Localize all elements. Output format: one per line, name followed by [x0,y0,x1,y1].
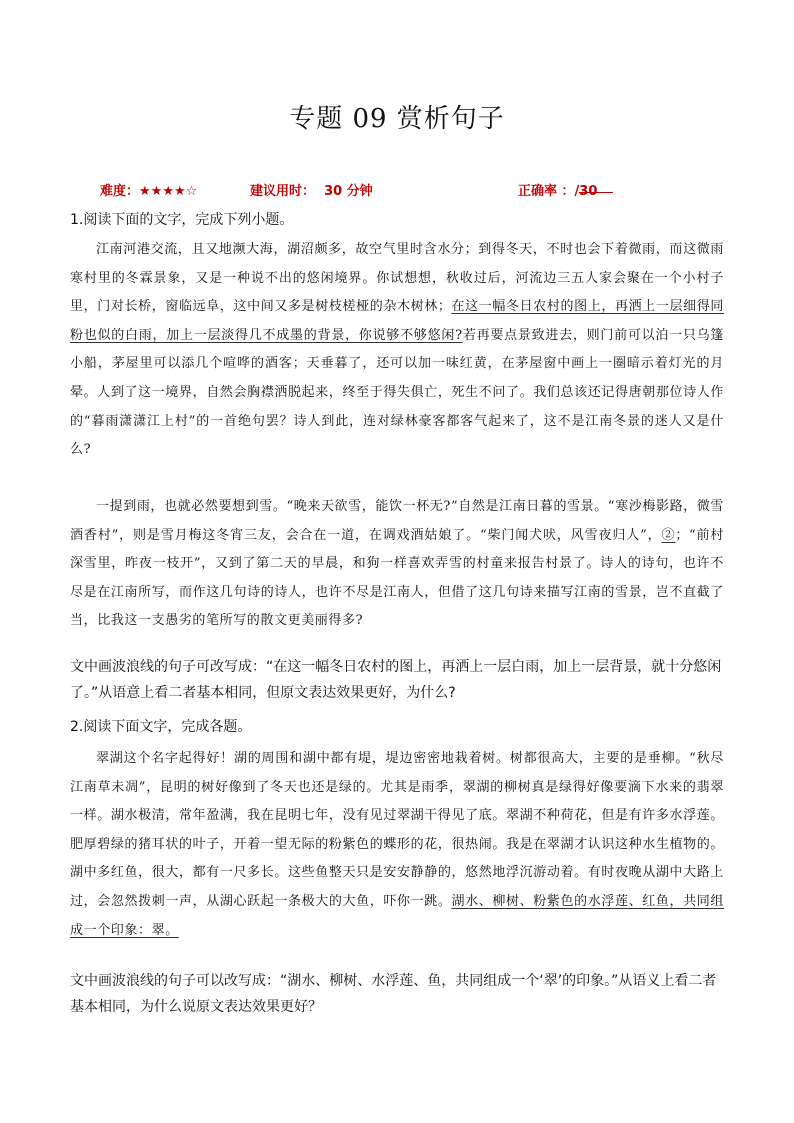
answer-blank-2[interactable]: ② [661,527,676,543]
question-2-passage [70,745,724,945]
question-1-passage-para-1 [70,236,724,465]
passage-text: 江南河港交流，且又地濒大海，湖沼颇多，故空气里时含水分；到得冬天，不时也会下着微雨，而这微雨寒村里的冬霖景象，又是一种说不出的悠闲境界。你试想想，秋收过后，河流边三五人家会聚在一个小村子里，门对长桥，窗临远阜，这中间又多是树枝槎桠的杂木树林； [70,242,724,315]
passage-text: 若再要点景致进去，则门前可以泊一只乌篷小船，茅屋里可以添几个喧哗的酒客；天垂暮了，还可以加一味红黄，在茅屋窗中画上一圈暗示着灯光的月晕。人到了这一境界，自然会胸襟洒脱起来，终至于得失俱亡，死生不问了。我们总该还记得唐朝那位诗人作的“暮雨潇潇江上村”的一首绝句罢？诗人到此，连对绿林豪客都客气起来了，这不是江南冬景的迷人又是什么? [70,327,724,458]
meta-bar [100,180,700,202]
question-2-prompt: 2.阅读下面文字，完成各题。 [70,719,252,735]
difficulty-stars: ★★★★☆ [139,184,198,199]
question-1-subquestion: 文中画波浪线的句子可改写成：“在这一幅冬日农村的图上，再洒上一层白雨，加上一层背景，就十分悠闲了。”从语意上看二者基本相同，但原文表达效果更好，为什么? [70,659,722,701]
passage-text: ；“前村深雪里，昨夜一枝开”，又到了第二天的早晨，和狗一样喜欢弄雪的村童来报告村景了。诗人的诗句，也许不尽是在江南所写，而作这几句诗的诗人，也许不尽是江南人，但借了这几句诗来描写江南的雪景，岂不直截了当，比我这一支愚劣的笔所写的散文更美丽得多? [70,527,725,629]
wavy-underlined-sentence: 湖水、柳树、粉紫色的水浮莲、红鱼，共同组成一个印象：翠。 [70,893,724,938]
question-1-prompt: 1.阅读下面的文字，完成下列小题。 [70,212,294,228]
difficulty-label: 难度： [100,184,140,199]
accuracy-blank[interactable] [579,180,613,193]
accuracy-label: 正确率 ： [518,184,575,199]
time-value: 30 分钟 [324,184,373,199]
question-2-subquestion: 文中画波浪线的句子可以改写成：“湖水、柳树、水浮莲、鱼，共同组成一个‘翠’的印象。”从语义上看二者基本相同，为什么说原文表达效果更好？ [70,973,717,1015]
passage-text: 一提到雨，也就必然要想到雪。“晚来天欲雪，能饮一杯无?”自然是江南日暮的雪景。“寒沙梅影路，微雪酒香村”，则是雪月梅这冬宵三友，会合在一道，在调戏酒姑娘了。“柴门闻犬吠，风雪夜归人”， [70,499,724,543]
suggested-time [250,180,373,199]
accuracy [518,180,597,199]
accuracy-total: /30 [574,184,598,199]
passage-text: 翠湖这个名字起得好！湖的周围和湖中都有堤，堤边密密地栽着树。树都很高大，主要的是垂柳。“秋尽江南草未凋”，昆明的树好像到了冬天也还是绿的。尤其是雨季，翠湖的柳树真是绿得好像要滴下水来的翡翠一样。湖水极清，常年盈满，我在昆明七年，没有见过翠湖干得见了底。翠湖不种荷花，但是有许多水浮莲。肥厚碧绿的猪耳状的叶子，开着一望无际的粉紫色的蝶形的花，很热闹。我是在翠湖才认识这种水生植物的。湖中多红鱼，很大，都有一尺多长。这些鱼整天只是安安静静的，悠然地浮沉游动着。有时夜晚从湖中大路上过，会忽然拨刺一声，从湖心跃起一条极大的大鱼，吓你一跳。 [70,751,724,909]
wavy-underlined-sentence: 在这一幅冬日农村的图上，再洒上一层细得同粉也似的白雨，加上一层淡得几不成墨的背景，你说够不够悠闲? [70,299,724,343]
time-label: 建议用时： [250,184,316,199]
question-1-passage-para-2 [70,493,724,636]
difficulty [100,180,197,199]
page-title: 专题 09 赏析句子 [289,104,505,134]
